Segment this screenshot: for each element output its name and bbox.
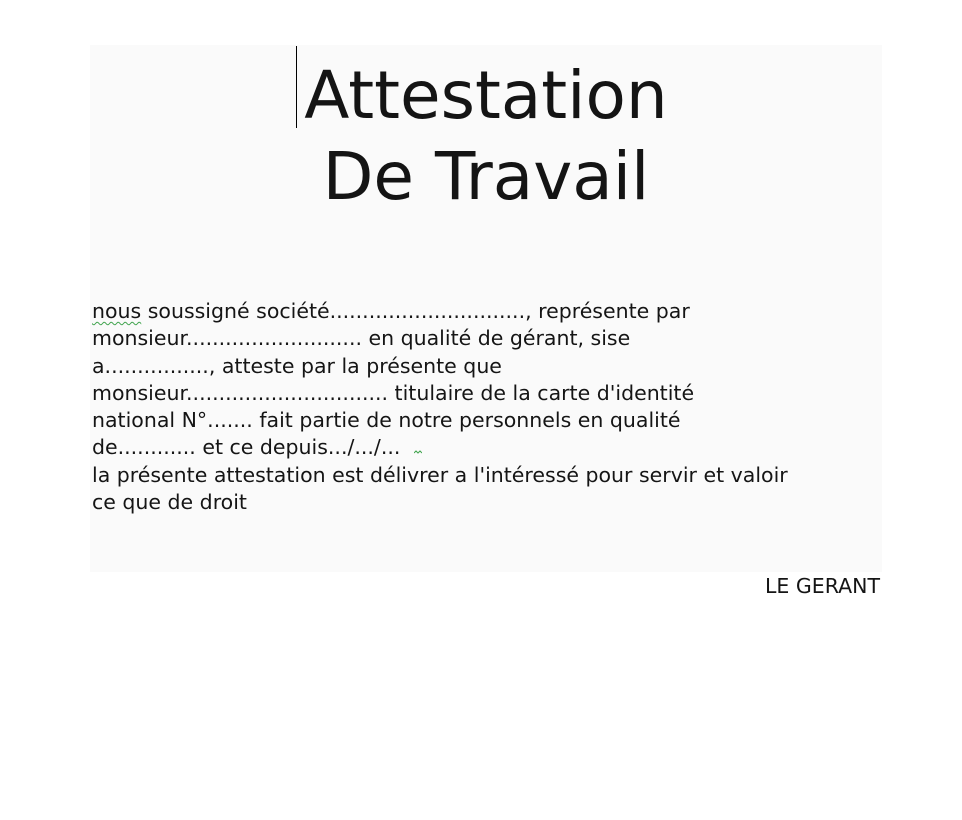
document-title-line-1: Attestation xyxy=(304,57,668,134)
body-line-8: ce que de droit xyxy=(92,490,247,515)
attestation-body xyxy=(92,298,878,516)
body-line-5: national N°....... fait partie de notre personnels en qualité xyxy=(92,408,681,433)
spellcheck-flagged-word[interactable]: nous xyxy=(92,299,142,323)
body-line-6 xyxy=(92,434,878,461)
body-line-1-text: soussigné société.............................., représente par xyxy=(141,299,690,323)
body-line-6-text: de............ et ce depuis.../.../... xyxy=(92,435,401,460)
body-line-7: la présente attestation est délivrer a l'intéressé pour servir et valoir xyxy=(92,462,788,487)
body-line-4: monsieur............................... titulaire de la carte d'identité xyxy=(92,380,695,405)
document-page[interactable] xyxy=(90,45,882,572)
body-line-1 xyxy=(92,298,878,325)
body-line-3: a................, atteste par la présente que xyxy=(92,353,502,378)
signature-label: LE GERANT xyxy=(764,574,880,598)
document-title-line-2: De Travail xyxy=(322,138,650,215)
body-line-2: monsieur........................... en qualité de gérant, sise xyxy=(92,326,631,351)
grammar-mark-icon[interactable] xyxy=(414,450,422,456)
